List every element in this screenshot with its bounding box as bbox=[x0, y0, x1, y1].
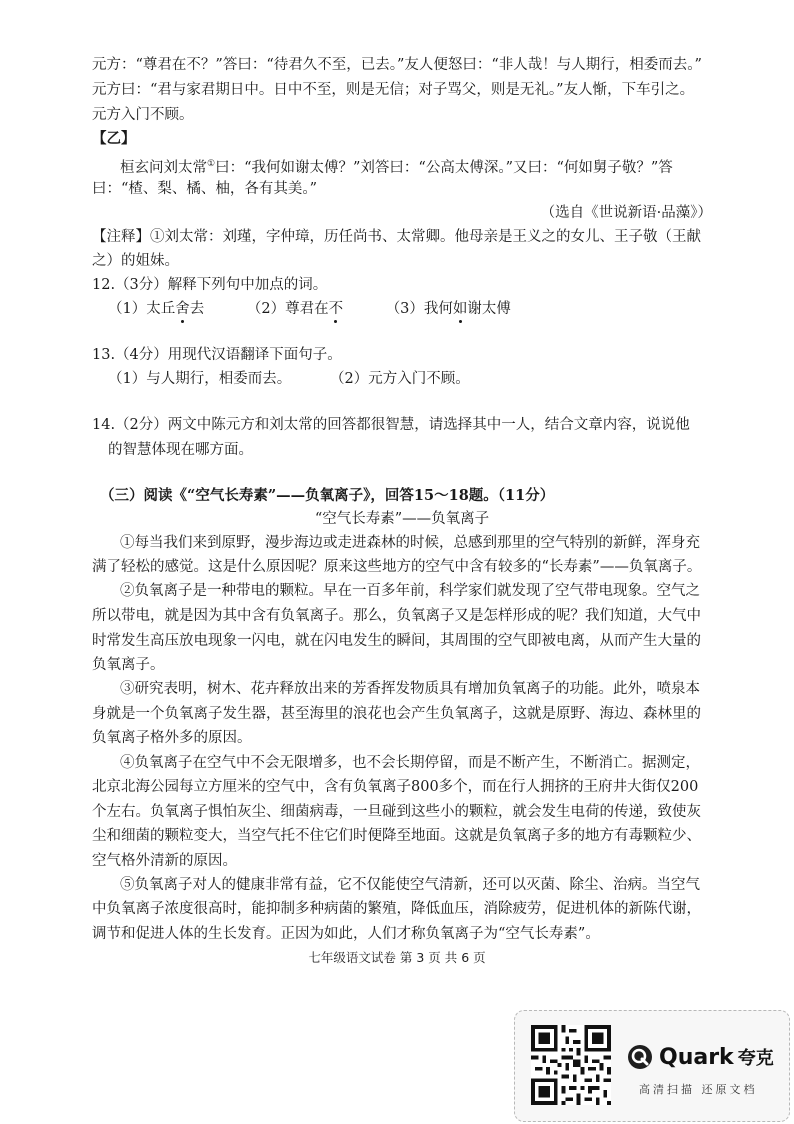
quark-logo bbox=[627, 1043, 774, 1071]
quark-brand-name: Quark bbox=[659, 1044, 734, 1070]
quark-brand-cn: 夸克 bbox=[737, 1048, 774, 1069]
annotation-line: 之）的姐妹。 bbox=[92, 253, 179, 269]
footnote-marker: ① bbox=[207, 159, 216, 169]
dotted-character: 舍 bbox=[175, 301, 190, 317]
item-text: 谢太傅 bbox=[467, 301, 511, 317]
passage-yi-label: 【乙】 bbox=[92, 130, 136, 147]
passage-jia-line: 元方入门不顾。 bbox=[92, 107, 194, 123]
dotted-character: 如 bbox=[452, 301, 468, 317]
quark-watermark bbox=[514, 1010, 790, 1122]
article-paragraph-line: ①每当我们来到原野，漫步海边或走进森林的时候，总感到那里的空气特别的新鲜，浑身充 bbox=[120, 535, 700, 551]
section-3-heading: （三）阅读《“空气长寿素”——负氧离子》，回答15～18题。（11分） bbox=[100, 487, 555, 504]
passage-source: （选自《世说新语·品藻》） bbox=[540, 205, 712, 221]
dotted-character: 不 bbox=[328, 301, 344, 317]
page-footer: 七年级语文试卷 第 3 页 共 6 页 bbox=[308, 950, 486, 965]
article-paragraph-line: 负氧离子格外多的原因。 bbox=[92, 730, 252, 746]
article-paragraph-line: 空气格外清新的原因。 bbox=[92, 853, 237, 869]
article-paragraph-line: ⑤负氧离子对人的健康非常有益，它不仅能使空气清新，还可以灭菌、除尘、治病。当空气 bbox=[120, 877, 700, 893]
passage-yi-line: 曰：“楂、梨、橘、柚，各有其美。” bbox=[92, 181, 318, 197]
article-paragraph-line: 所以带电，就是因为其中含有负氧离子。那么，负氧离子又是怎样形成的呢？我们知道，大气中 bbox=[92, 608, 701, 624]
article-paragraph-line: 中负氧离子浓度很高时，能抑制多种病菌的繁殖，降低血压，消除疲劳，促进机体的新陈代谢， bbox=[92, 901, 701, 917]
question-14-line: 的智慧体现在哪方面。 bbox=[108, 442, 253, 458]
question-12-item bbox=[108, 300, 204, 318]
article-paragraph-line: 调节和促进人体的生长发育。正因为如此，人们才称负氧离子为“空气长寿素”。 bbox=[92, 926, 600, 942]
article-title: “空气长寿素”——负氧离子 bbox=[314, 511, 490, 527]
article-paragraph-line: 满了轻松的感觉。这是什么原因呢？原来这些地方的空气中含有较多的“长寿素”——负氧离子。 bbox=[92, 559, 702, 575]
article-paragraph-line: ④负氧离子在空气中不会无限增多，也不会长期停留，而是不断产生，不断消亡。据测定， bbox=[120, 755, 700, 771]
passage-jia-line: 元方曰：“君与家君期日中。日中不至，则是无信；对子骂父，则是无礼。”友人惭，下车引之。 bbox=[92, 82, 695, 98]
item-text: （3）我何 bbox=[385, 301, 453, 317]
article-paragraph-line: ③研究表明，树木、花卉释放出来的芳香挥发物质具有增加负氧离子的功能。此外，喷泉本 bbox=[120, 681, 700, 697]
question-12-items bbox=[108, 300, 728, 318]
article-paragraph-line: 尘和细菌的颗粒变大，当空气托不住它们时便降至地面。这就是负氧离子多的地方有毒颗粒少、 bbox=[92, 828, 701, 844]
article-paragraph-line: 负氧离子。 bbox=[92, 657, 165, 673]
item-text: （1）太丘 bbox=[108, 301, 176, 317]
qr-code[interactable] bbox=[531, 1025, 611, 1105]
question-13-items bbox=[108, 370, 728, 388]
question-13-stem: 13.（4分）用现代汉语翻译下面句子。 bbox=[92, 347, 342, 363]
item-text: 去 bbox=[189, 301, 205, 317]
passage-yi-text: 曰：“我何如谢太傅？”刘答曰：“公高太傅深。”又曰：“何如舅子敬？”答 bbox=[215, 159, 673, 176]
article-paragraph-line: 北京北海公园每立方厘米的空气中，含有负氧离子800多个，而在行人拥挤的王府井大街仅200 bbox=[92, 779, 699, 795]
question-14-line: 14.（2分）两文中陈元方和刘太常的回答都很智慧，请选择其中一人，结合文章内容，说说他 bbox=[92, 417, 690, 433]
quark-slogan: 高清扫描 还原文档 bbox=[639, 1083, 758, 1096]
article-paragraph-line: 个左右。负氧离子惧怕灰尘、细菌病毒，一旦碰到这些小的颗粒，就会发生电荷的传递，致使灰 bbox=[92, 804, 701, 820]
article-paragraph-line: 身就是一个负氧离子发生器，甚至海里的浪花也会产生负氧离子，这就是原野、海边、森林里的 bbox=[92, 706, 701, 722]
article-paragraph-line: 时常发生高压放电现象一闪电，就在闪电发生的瞬间，其周围的空气即被电离，从而产生大量的 bbox=[92, 633, 701, 649]
question-13-item: （1）与人期行，相委而去。 bbox=[108, 371, 292, 387]
question-13-item: （2）元方入门不顾。 bbox=[330, 371, 470, 387]
quark-logo-icon bbox=[627, 1044, 653, 1070]
annotation-line: 【注释】①刘太常：刘瑾，字仲璋，历任尚书、太常卿。他母亲是王义之的女儿、王子敬（王献 bbox=[92, 229, 701, 245]
question-12-stem: 12.（3分）解释下列句中加点的词。 bbox=[92, 277, 328, 293]
passage-yi-text: 桓玄问刘太常 bbox=[120, 159, 207, 176]
question-12-item bbox=[247, 300, 343, 318]
question-12-item bbox=[386, 300, 511, 318]
article-paragraph-line: ②负氧离子是一种带电的颗粒。早在一百多年前，科学家们就发现了空气带电现象。空气之 bbox=[120, 583, 700, 599]
qr-code-icon bbox=[531, 1025, 611, 1105]
passage-jia-line: 元方：“尊君在不？”答曰：“待君久不至，已去。”友人便怒曰：“非人哉！与人期行，相委而去。” bbox=[92, 57, 702, 73]
passage-yi-line bbox=[120, 155, 712, 177]
item-text: （2）尊君在 bbox=[246, 301, 329, 317]
